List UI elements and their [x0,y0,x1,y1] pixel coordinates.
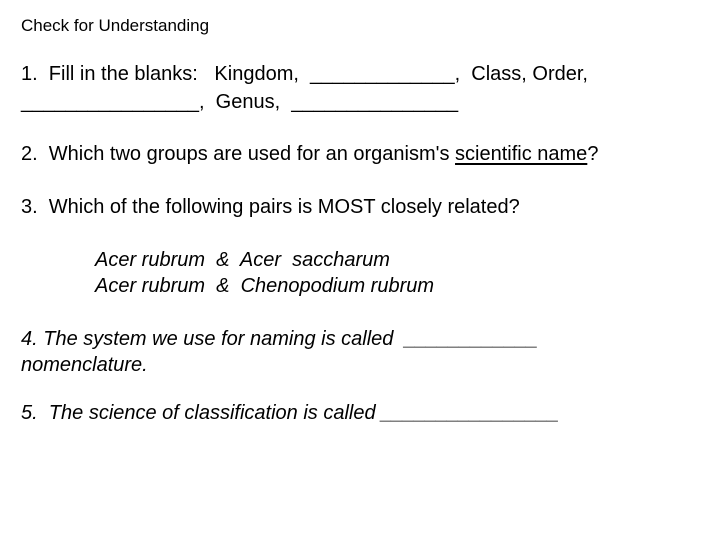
question-5: 5. The science of classification is called ________________ [21,402,560,424]
slide-title: Check for Understanding [21,16,210,35]
question-3-option-2: Acer rubrum & Chenopodium rubrum [95,275,435,297]
question-3-option-1: Acer rubrum & Acer saccharum [95,249,390,271]
question-2-suffix: ? [587,143,599,165]
question-4-line-2: nomenclature. [21,354,148,376]
question-2 [21,142,598,166]
question-4-line-1: 4. The system we use for naming is called ____________ [21,328,538,350]
question-1-line-2: ________________, Genus, _______________ [21,91,459,113]
question-2-prefix: 2. Which two groups are used for an organism's [21,143,456,165]
question-3: 3. Which of the following pairs is MOST closely related? [21,196,520,218]
question-1-line-1: 1. Fill in the blanks: Kingdom, _____________, Class, Order, [21,63,588,85]
question-2-underlined-term: scientific name [455,143,588,165]
